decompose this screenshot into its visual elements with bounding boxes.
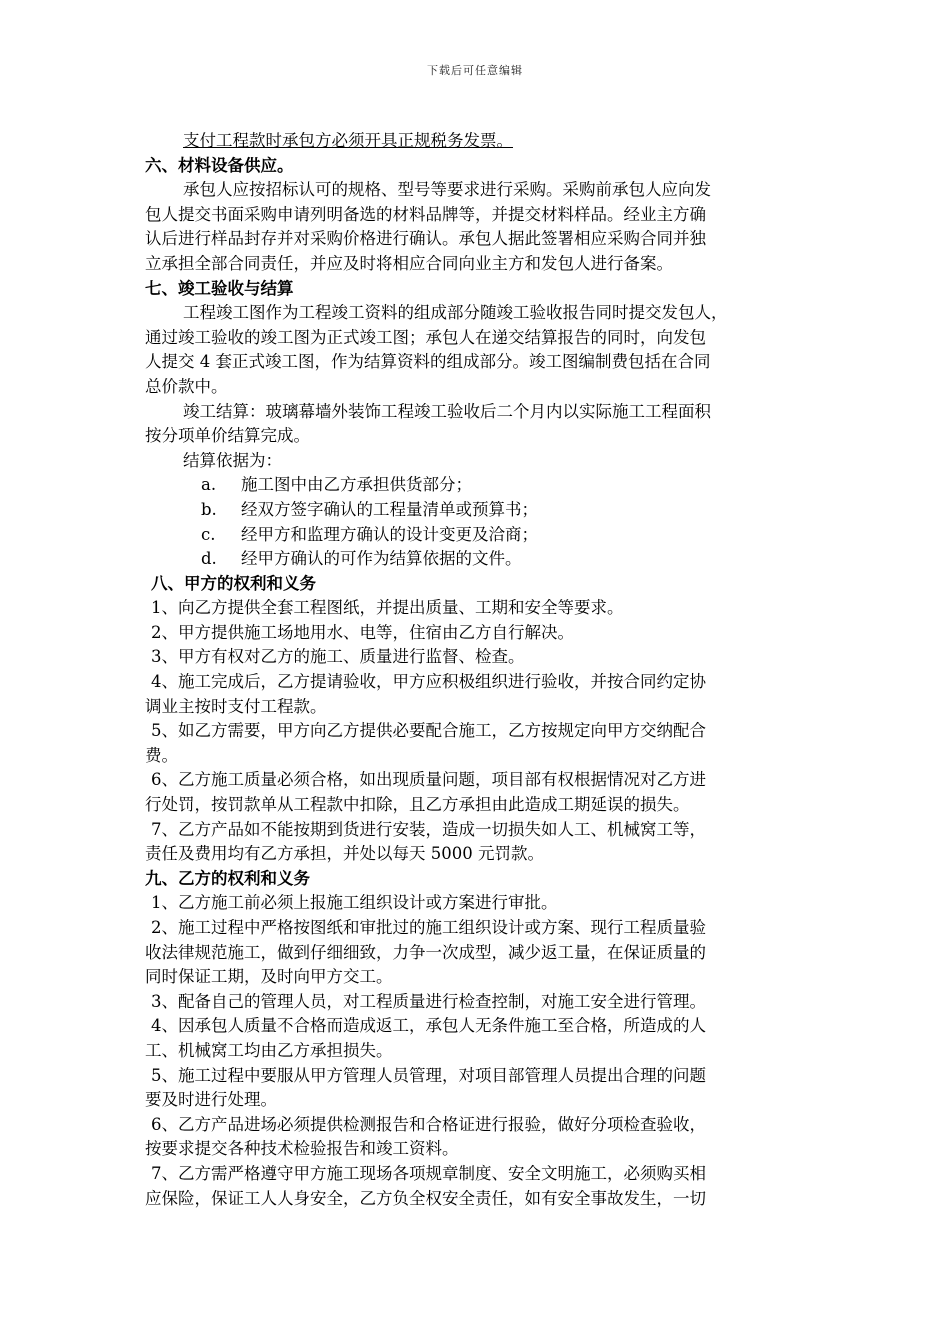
page-header: 下载后可任意编辑 (427, 64, 523, 77)
clause-line: 1、乙方施工前必须上报施工组织设计或方案进行审批。 (151, 893, 558, 913)
clause-line: 应保险，保证工人人身安全，乙方负全权安全责任，如有安全事故发生，一切 (145, 1188, 706, 1208)
paragraph-line: 通过竣工验收的竣工图为正式竣工图；承包人在递交结算报告的同时，向发包 (145, 327, 706, 347)
clause-line: 责任及费用均有乙方承担，并处以每天 5000 元罚款。 (145, 844, 544, 864)
clause-line: 4、施工完成后，乙方提请验收，甲方应积极组织进行验收，并按合同约定协 (151, 672, 706, 692)
paragraph-line: 工程竣工图作为工程竣工资料的组成部分随竣工验收报告同时提交发包人， (183, 303, 728, 323)
paragraph-line: 总价款中。 (145, 376, 228, 396)
list-item-text: 经甲方和监理方确认的设计变更及洽商； (241, 524, 538, 544)
clause-line: 7、乙方产品如不能按期到货进行安装，造成一切损失如人工、机械窝工等， (151, 819, 706, 839)
document-body (145, 129, 810, 1211)
clause-line: 工、机械窝工均由乙方承担损失。 (145, 1040, 393, 1060)
section-heading-8: 八、甲方的权利和义务 (151, 573, 316, 593)
list-item (145, 473, 810, 498)
clause-line: 3、配备自己的管理人员，对工程质量进行检查控制，对施工安全进行管理。 (151, 991, 706, 1011)
clause-line: 7、乙方需严格遵守甲方施工现场各项规章制度、安全文明施工，必须购买相 (151, 1163, 706, 1183)
paragraph-line: 承包人应按招标认可的规格、型号等要求进行采购。采购前承包人应向发 (183, 180, 711, 200)
clause-line: 2、施工过程中严格按图纸和审批过的施工组织设计或方案、现行工程质量验 (151, 918, 706, 937)
clause-line: 5、施工过程中要服从甲方管理人员管理，对项目部管理人员提出合理的问题 (151, 1065, 706, 1085)
paragraph-line: 立承担全部合同责任，并应及时将相应合同向业主方和发包人进行备案。 (145, 253, 673, 273)
list-item (145, 498, 810, 523)
paragraph-line: 人提交 4 套正式竣工图，作为结算资料的组成部分。竣工图编制费包括在合同 (145, 352, 711, 372)
list-marker: a. (201, 475, 217, 495)
paragraph-line: 认后进行样品封存并对采购价格进行确认。承包人据此签署相应采购合同并独 (145, 229, 706, 249)
clause-line: 1、向乙方提供全套工程图纸，并提出质量、工期和安全等要求。 (151, 598, 624, 618)
paragraph-line: 结算依据为： (183, 450, 282, 470)
list-marker: d. (201, 549, 217, 569)
list-item-text: 施工图中由乙方承担供货部分； (241, 475, 472, 495)
clause-line: 收法律规范施工，做到仔细细致，力争一次成型，减少返工量，在保证质量的 (145, 942, 706, 962)
clause-line: 行处罚，按罚款单从工程款中扣除，且乙方承担由此造成工期延误的损失。 (145, 795, 690, 815)
list-marker: c. (201, 524, 216, 544)
paragraph-line: 竣工结算：玻璃幕墙外装饰工程竣工验收后二个月内以实际施工工程面积 (183, 401, 711, 421)
section-heading-7: 七、竣工验收与结算 (145, 278, 294, 298)
paragraph-line: 包人提交书面采购申请列明备选的材料品牌等，并提交材料样品。经业主方确 (145, 204, 706, 224)
paragraph-line: 按分项单价结算完成。 (145, 426, 310, 446)
list-item (145, 523, 810, 548)
list-item-text: 经甲方确认的可作为结算依据的文件。 (241, 549, 522, 569)
list-item-text: 经双方签字确认的工程量清单或预算书； (241, 499, 538, 519)
list-marker: b. (201, 499, 217, 519)
clause-line: 4、因承包人质量不合格而造成返工，承包人无条件施工至合格，所造成的人 (151, 1016, 706, 1036)
clause-line: 同时保证工期，及时向甲方交工。 (145, 967, 393, 987)
paragraph-line: 支付工程款时承包方必须开具正规税务发票。 (183, 131, 513, 150)
clause-line: 6、乙方施工质量必须合格，如出现质量问题，项目部有权根据情况对乙方进 (151, 770, 706, 790)
settlement-basis-list (145, 473, 810, 571)
section-heading-6: 六、材料设备供应。 (145, 155, 294, 175)
clause-line: 2、甲方提供施工场地用水、电等，住宿由乙方自行解决。 (151, 622, 574, 642)
clause-line: 6、乙方产品进场必须提供检测报告和合格证进行报验，做好分项检查验收， (151, 1114, 706, 1134)
section-heading-9: 九、乙方的权利和义务 (145, 868, 310, 888)
list-item (145, 547, 810, 572)
clause-line: 按要求提交各种技术检验报告和竣工资料。 (145, 1139, 459, 1159)
clause-line: 5、如乙方需要，甲方向乙方提供必要配合施工，乙方按规定向甲方交纳配合 (151, 721, 706, 741)
clause-line: 3、甲方有权对乙方的施工、质量进行监督、检查。 (151, 647, 525, 667)
clause-line: 费。 (145, 745, 178, 765)
clause-line: 要及时进行处理。 (145, 1090, 277, 1110)
clause-line: 调业主按时支付工程款。 (145, 696, 327, 716)
